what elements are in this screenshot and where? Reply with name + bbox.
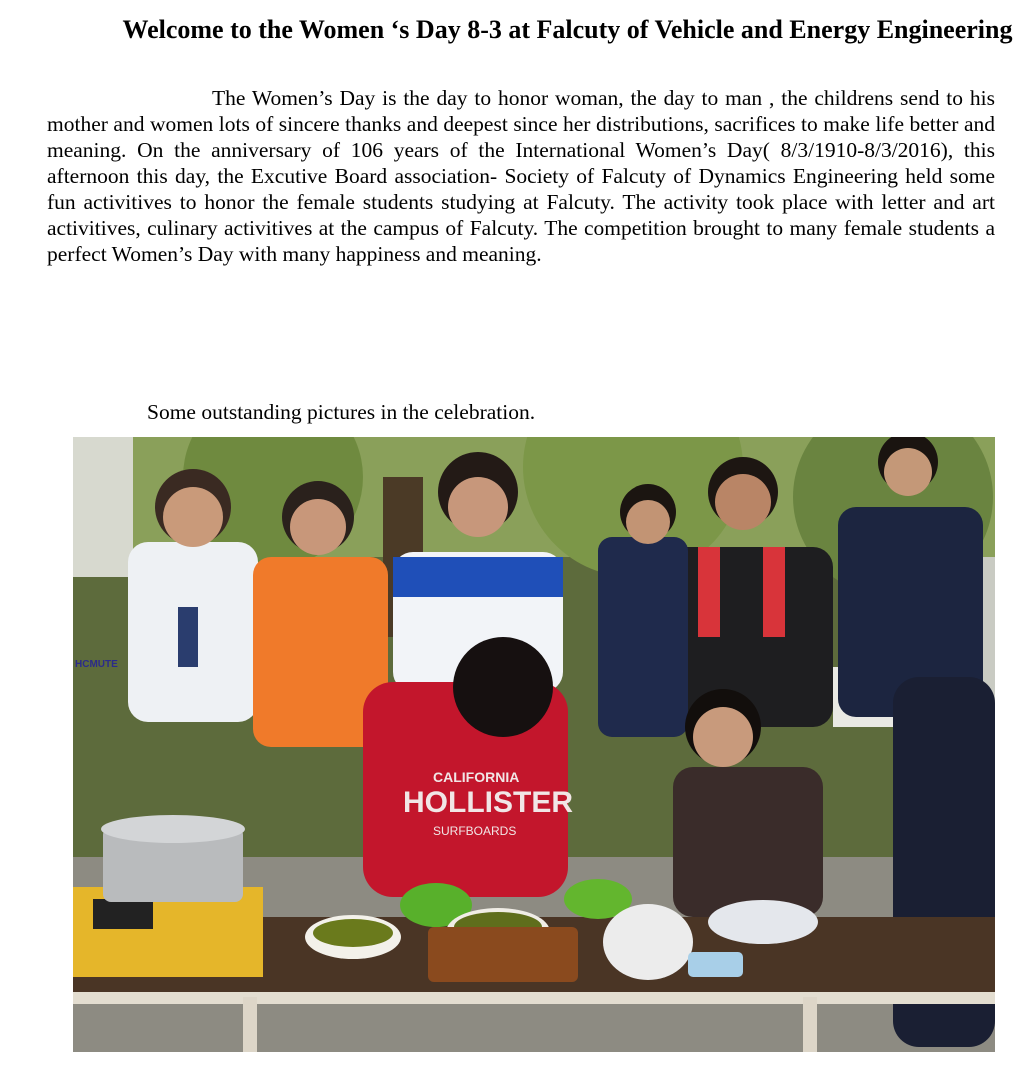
event-photo-illustration <box>73 437 995 1052</box>
shirt-text-line1: CALIFORNIA <box>433 769 520 785</box>
page-title: Welcome to the Women ‘s Day 8-3 at Falcuty of Vehicle and Energy Engineering <box>122 15 1013 44</box>
body-paragraph-text: The Women’s Day is the day to honor woman, the day to man , the childrens send to his mother and women lots of sincere thanks and deepest since her distributions, sacrifices to make life better and meaning. On the anniversary of 106 years of the International Women’s Day( 8/3/1910-8/3/2016), this afternoon this day, the Excutive Board association- Society of Falcuty of Dynamics Engineering held some fun activitives to honor the female students studying at Falcuty. The activity took place with letter and art activitives, culinary activitives at the campus of Falcuty. The competition brought to many female students a perfect Women’s Day with many happiness and meaning. <box>47 86 995 266</box>
food-container <box>688 952 743 977</box>
plastic-bag <box>603 904 693 980</box>
shirt-text-line3: SURFBOARDS <box>433 824 517 838</box>
body-paragraph <box>47 85 995 267</box>
cutting-board <box>428 927 578 982</box>
shirt-text-line2: HOLLISTER <box>403 786 573 819</box>
photo-caption: Some outstanding pictures in the celebration. <box>147 400 536 424</box>
event-photo <box>73 437 995 1052</box>
badge-text: HCMUTE <box>75 659 118 670</box>
